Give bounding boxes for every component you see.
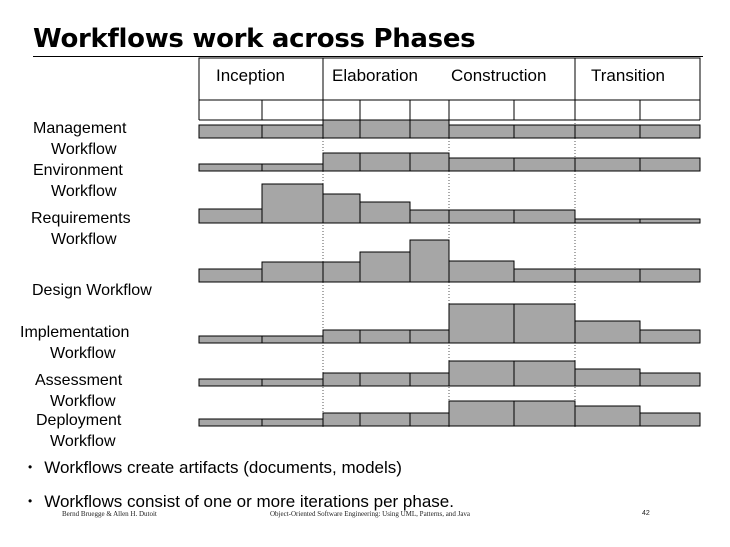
effort-bar-design	[262, 262, 323, 282]
workflow-label-design: Design Workflow	[32, 282, 152, 299]
effort-bar-management	[199, 125, 262, 138]
effort-bar-deployment	[262, 419, 323, 426]
effort-bar-assessment	[323, 373, 360, 386]
bullet-dot: •	[28, 494, 33, 508]
effort-bar-management	[514, 125, 575, 138]
footer-page-number: 42	[642, 510, 650, 517]
effort-bar-deployment	[323, 413, 360, 426]
phase-label-inception: Inception	[216, 66, 285, 85]
effort-bar-implementation	[262, 336, 323, 343]
effort-bar-design	[199, 269, 262, 282]
effort-bar-requirements	[514, 210, 575, 223]
effort-bar-implementation	[410, 330, 449, 343]
effort-bar-environment	[360, 153, 410, 171]
bullet-item: • Workflows create artifacts (documents, models)	[28, 458, 402, 477]
effort-bar-environment	[575, 158, 640, 171]
effort-bar-management	[449, 125, 514, 138]
effort-bar-deployment	[360, 413, 410, 426]
effort-bar-design	[640, 269, 700, 282]
effort-bar-assessment	[514, 361, 575, 386]
effort-bar-implementation	[449, 304, 514, 343]
effort-bar-implementation	[514, 304, 575, 343]
phase-header-box	[199, 58, 700, 100]
effort-bar-implementation	[575, 321, 640, 343]
effort-bar-design	[575, 269, 640, 282]
effort-bar-assessment	[575, 369, 640, 386]
effort-bar-management	[640, 125, 700, 138]
workflow-label-implementation: Implementation Workflow	[20, 324, 130, 362]
footer-authors: Bernd Bruegge & Allen H. Dutoit	[62, 510, 157, 518]
effort-bar-implementation	[360, 330, 410, 343]
effort-bar-requirements	[575, 219, 640, 223]
effort-bar-management	[410, 120, 449, 138]
workflow-label-requirements: Requirements Workflow	[31, 210, 131, 248]
effort-bar-deployment	[514, 401, 575, 426]
effort-bar-assessment	[199, 379, 262, 386]
bullet-item: • Workflows consist of one or more iterations per phase.	[28, 492, 454, 511]
effort-bar-assessment	[449, 361, 514, 386]
phase-label-transition: Transition	[591, 66, 666, 85]
effort-bar-deployment	[410, 413, 449, 426]
effort-bar-assessment	[360, 373, 410, 386]
effort-bar-requirements	[360, 202, 410, 223]
effort-bar-environment	[640, 158, 700, 171]
effort-bar-design	[360, 252, 410, 282]
effort-bar-environment	[514, 158, 575, 171]
footer-book: Object-Oriented Software Engineering: Using UML, Patterns, and Java	[270, 510, 471, 518]
effort-bar-deployment	[640, 413, 700, 426]
effort-bar-deployment	[449, 401, 514, 426]
slide-title: Workflows work across Phases	[33, 24, 476, 54]
effort-bar-implementation	[640, 330, 700, 343]
bullet-dot: •	[28, 460, 33, 474]
effort-bar-environment	[323, 153, 360, 171]
workflow-label-environment: Environment Workflow	[33, 162, 123, 200]
effort-bar-environment	[199, 164, 262, 171]
effort-bar-requirements	[199, 209, 262, 223]
effort-bar-requirements	[262, 184, 323, 223]
effort-bar-environment	[262, 164, 323, 171]
effort-bar-deployment	[199, 419, 262, 426]
effort-bar-environment	[449, 158, 514, 171]
effort-bar-environment	[410, 153, 449, 171]
effort-bar-assessment	[410, 373, 449, 386]
effort-bar-deployment	[575, 406, 640, 426]
effort-bar-design	[514, 269, 575, 282]
phase-label-elaboration: Elaboration	[332, 66, 419, 85]
effort-bar-requirements	[410, 210, 449, 223]
effort-bar-assessment	[640, 373, 700, 386]
effort-bar-management	[575, 125, 640, 138]
effort-bar-management	[360, 120, 410, 138]
effort-bar-management	[262, 125, 323, 138]
effort-bar-design	[449, 261, 514, 282]
effort-bar-requirements	[323, 194, 360, 223]
effort-bar-requirements	[640, 219, 700, 223]
effort-bar-design	[410, 240, 449, 282]
effort-bar-assessment	[262, 379, 323, 386]
workflow-label-management: Management Workflow	[33, 120, 127, 158]
workflow-label-assessment: Assessment Workflow	[35, 372, 123, 410]
phase-label-construction: Construction	[451, 66, 547, 85]
effort-bar-requirements	[449, 210, 514, 223]
effort-bar-implementation	[323, 330, 360, 343]
effort-bar-implementation	[199, 336, 262, 343]
effort-bar-management	[323, 120, 360, 138]
effort-bar-design	[323, 262, 360, 282]
workflow-label-deployment: Deployment Workflow	[36, 412, 122, 450]
